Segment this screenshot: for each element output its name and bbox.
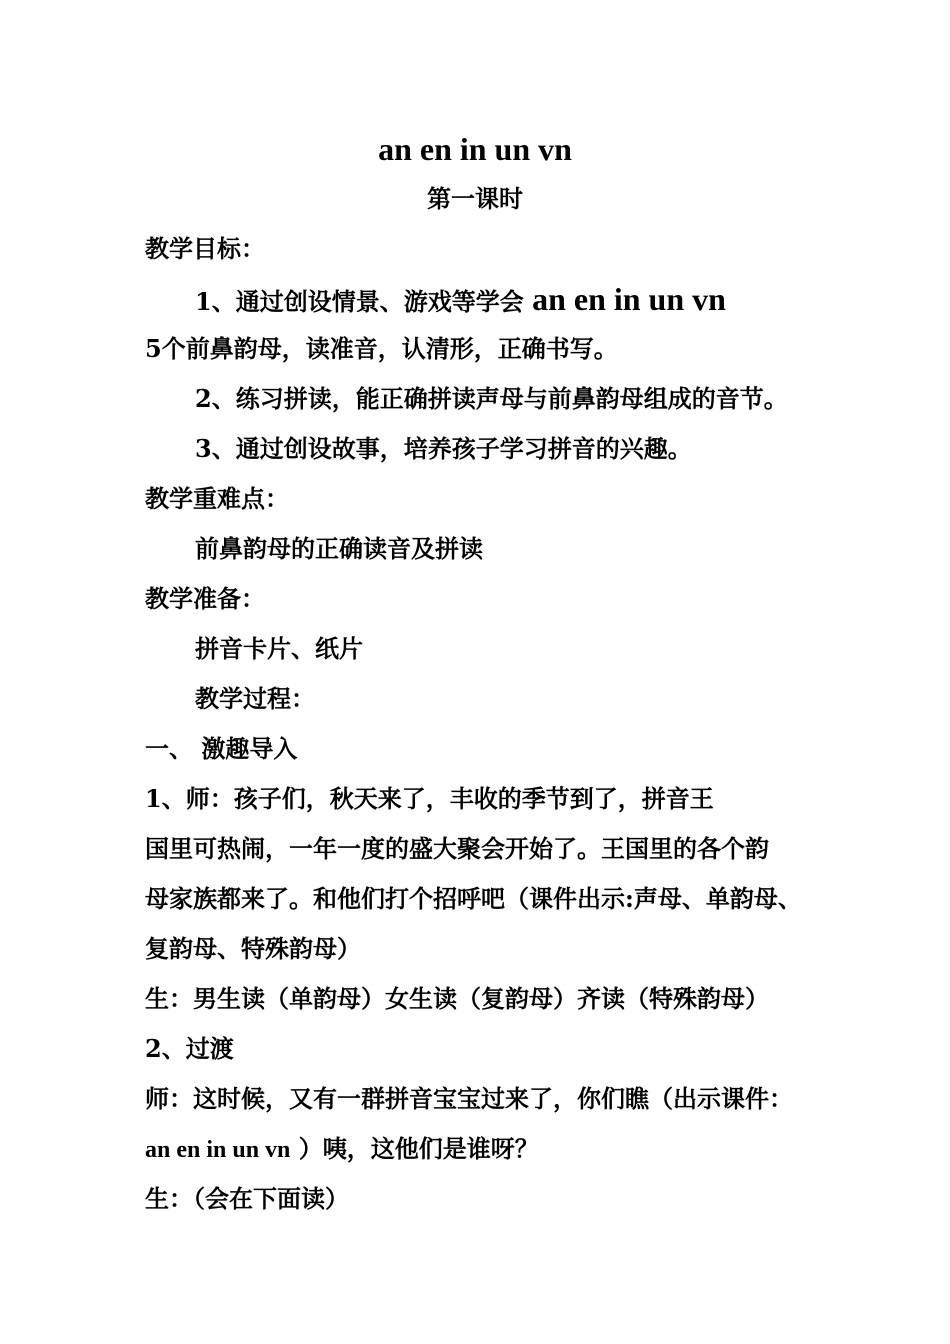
preparation-heading: 教学准备： [145, 584, 265, 613]
paragraph-1-line-1: 1、师：孩子们，秋天来了，丰收的季节到了，拼音王 [145, 784, 714, 813]
goal-1-letters: an en in un vn [532, 281, 726, 317]
page-title: an en in un vn [378, 131, 572, 167]
paragraph-4-rest: ）咦，这他们是谁呀？ [290, 1134, 539, 1163]
paragraph-4-line-2 [145, 1134, 539, 1165]
goal-1-continued: 5个前鼻韵母，读准音，认清形，正确书写。 [145, 334, 618, 363]
goals-heading: 教学目标： [145, 234, 265, 263]
paragraph-2: 生：男生读（单韵母）女生读（复韵母）齐读（特殊韵母） [145, 984, 769, 1013]
goal-2: 2、练习拼读，能正确拼读声母与前鼻韵母组成的音节。 [195, 384, 788, 413]
process-heading: 教学过程： [195, 684, 315, 713]
lesson-subtitle: 第一课时 [427, 184, 523, 213]
goal-3: 3、通过创设故事，培养孩子学习拼音的兴趣。 [195, 434, 692, 463]
paragraph-1-line-2: 国里可热闹，一年一度的盛大聚会开始了。王国里的各个韵 [145, 834, 769, 863]
goal-1 [195, 281, 726, 317]
paragraph-3: 2、过渡 [145, 1034, 234, 1063]
preparation-items: 拼音卡片、纸片 [195, 634, 363, 663]
goal-1-text: 1、通过创设情景、游戏等学会 [195, 287, 533, 316]
paragraph-1-line-3: 母家族都来了。和他们打个招呼吧（课件出示:声母、单韵母、 [145, 884, 802, 913]
paragraph-1-line-4: 复韵母、特殊韵母） [145, 934, 361, 963]
key-point-text: 前鼻韵母的正确读音及拼读 [195, 534, 483, 563]
paragraph-4-line-1: 师：这时候，又有一群拼音宝宝过来了，你们瞧（出示课件： [145, 1084, 793, 1113]
key-points-heading: 教学重难点： [145, 484, 289, 513]
paragraph-5: 生：（会在下面读） [145, 1184, 349, 1213]
paragraph-4-letters: an en in un vn [145, 1137, 291, 1163]
section-1-heading: 一、 激趣导入 [145, 734, 298, 763]
